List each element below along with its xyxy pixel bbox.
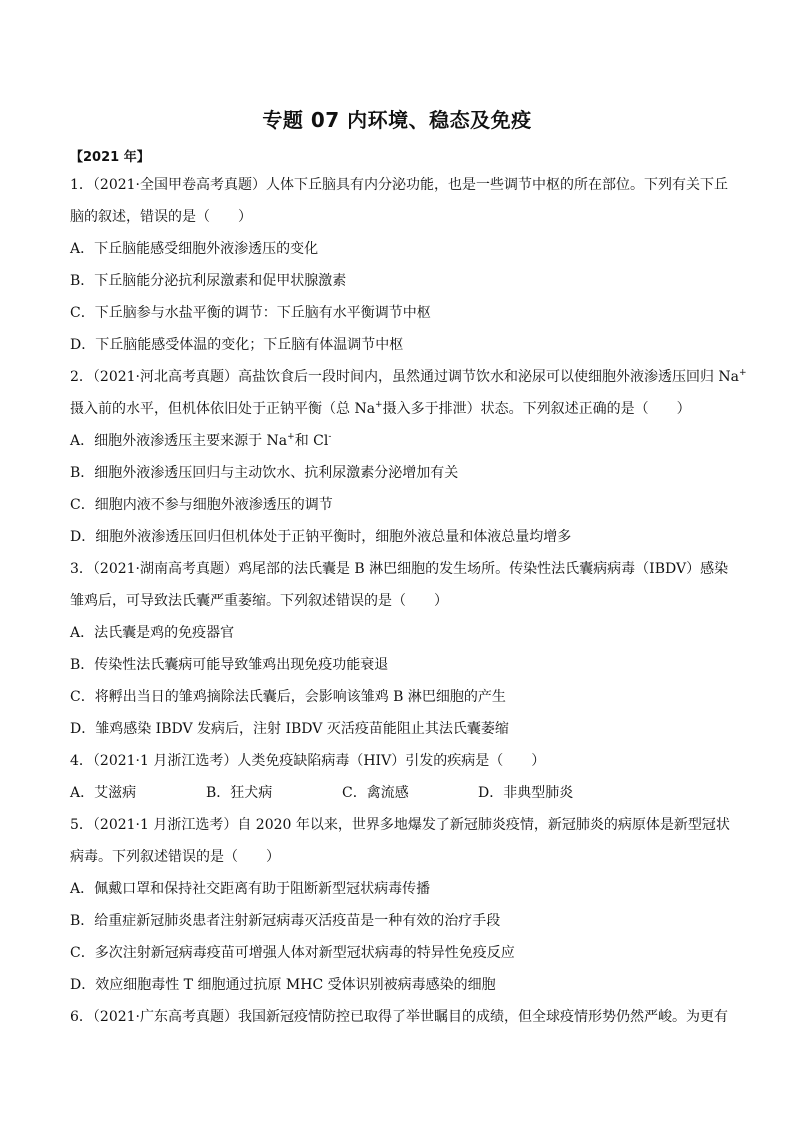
question-3-option-c: C．将孵出当日的雏鸡摘除法氏囊后，会影响该雏鸡 B 淋巴细胞的产生 xyxy=(70,689,506,705)
question-4-options xyxy=(70,777,726,809)
question-2-option-d: D．细胞外液渗透压回归但机体处于正钠平衡时，细胞外液总量和体液总量均增多 xyxy=(70,529,572,545)
question-3-option-d: D．雏鸡感染 IBDV 发病后，注射 IBDV 灭活疫苗能阻止其法氏囊萎缩 xyxy=(70,721,509,737)
question-5-option-c: C．多次注射新冠病毒疫苗可增强人体对新型冠状病毒的特异性免疫反应 xyxy=(70,945,515,961)
question-4-stem: 4．（2021·1 月浙江选考）人类免疫缺陷病毒（HIV）引发的疾病是（ ） xyxy=(70,753,546,769)
question-2-stem-text-b: 摄入多于排泄）状态。下列叙述正确的是（ ） xyxy=(382,401,691,417)
question-2-stem-line-1 xyxy=(70,361,747,393)
question-3-option-a: A．法氏囊是鸡的免疫器官 xyxy=(70,625,235,641)
question-1-option-c: C．下丘脑参与水盐平衡的调节：下丘脑有水平衡调节中枢 xyxy=(70,305,431,321)
question-2-option-c: C．细胞内液不参与细胞外液渗透压的调节 xyxy=(70,497,333,513)
question-3-stem-line-1: 3．（2021·湖南高考真题）鸡尾部的法氏囊是 B 淋巴细胞的发生场所。传染性法氏囊病病毒（IBDV）感染 xyxy=(70,561,729,577)
question-2-option-b: B．细胞外液渗透压回归与主动饮水、抗利尿激素分泌增加有关 xyxy=(70,465,459,481)
superscript-plus: + xyxy=(375,400,383,410)
question-3-option-b: B．传染性法氏囊病可能导致雏鸡出现免疫功能衰退 xyxy=(70,657,389,673)
question-1-stem-line-1: 1．（2021·全国甲卷高考真题）人体下丘脑具有内分泌功能，也是一些调节中枢的所在部位。下列有关下丘 xyxy=(70,177,728,193)
question-1-option-b: B．下丘脑能分泌抗利尿激素和促甲状腺激素 xyxy=(70,273,347,289)
question-1-option-a: A．下丘脑能感受细胞外液渗透压的变化 xyxy=(70,241,319,257)
superscript-plus: + xyxy=(739,368,747,378)
question-2-option-a-text-b: 和 Cl xyxy=(294,433,329,449)
superscript-plus: + xyxy=(287,432,295,442)
question-2-option-a xyxy=(70,425,726,457)
question-4-option-c: C．禽流感 xyxy=(342,785,409,801)
page-title: 专题 07 内环境、稳态及免疫 xyxy=(262,108,532,132)
question-4-option-b: B．狂犬病 xyxy=(206,785,273,801)
question-5-stem-line-2: 病毒。下列叙述错误的是（ ） xyxy=(70,849,280,865)
question-3-stem-line-2: 雏鸡后，可导致法氏囊严重萎缩。下列叙述错误的是（ ） xyxy=(70,593,448,609)
question-4-option-a: A．艾滋病 xyxy=(70,785,137,801)
superscript-minus: - xyxy=(328,432,332,442)
question-5-stem-line-1: 5．（2021·1 月浙江选考）自 2020 年以来，世界多地爆发了新冠肺炎疫情，新冠肺炎的病原体是新型冠状 xyxy=(70,817,730,833)
question-2-stem-text-a: 摄入前的水平，但机体依旧处于正钠平衡（总 Na xyxy=(70,401,376,417)
section-heading-2021: 【2021 年】 xyxy=(70,150,150,165)
question-2-option-a-text: A．细胞外液渗透压主要来源于 Na xyxy=(70,433,288,449)
question-1-option-d: D．下丘脑能感受体温的变化；下丘脑有体温调节中枢 xyxy=(70,337,404,353)
question-4-option-d: D．非典型肺炎 xyxy=(478,785,574,801)
question-list xyxy=(70,169,747,1033)
question-5-option-b: B．给重症新冠肺炎患者注射新冠病毒灭活疫苗是一种有效的治疗手段 xyxy=(70,913,501,929)
question-2-stem-line-2 xyxy=(70,393,726,425)
question-5-option-a: A．佩戴口罩和保持社交距离有助于阻断新型冠状病毒传播 xyxy=(70,881,431,897)
question-6-stem-line-1: 6．（2021·广东高考真题）我国新冠疫情防控已取得了举世瞩目的成绩，但全球疫情形势仍然严峻。为更有 xyxy=(70,1009,728,1025)
question-5-option-d: D．效应细胞毒性 T 细胞通过抗原 MHC 受体识别被病毒感染的细胞 xyxy=(70,977,496,993)
question-1-stem-line-2: 脑的叙述，错误的是（ ） xyxy=(70,209,252,225)
question-2-stem-text: 2．（2021·河北高考真题）高盐饮食后一段时间内，虽然通过调节饮水和泌尿可以使细胞外液渗透压回归 Na xyxy=(70,369,740,385)
